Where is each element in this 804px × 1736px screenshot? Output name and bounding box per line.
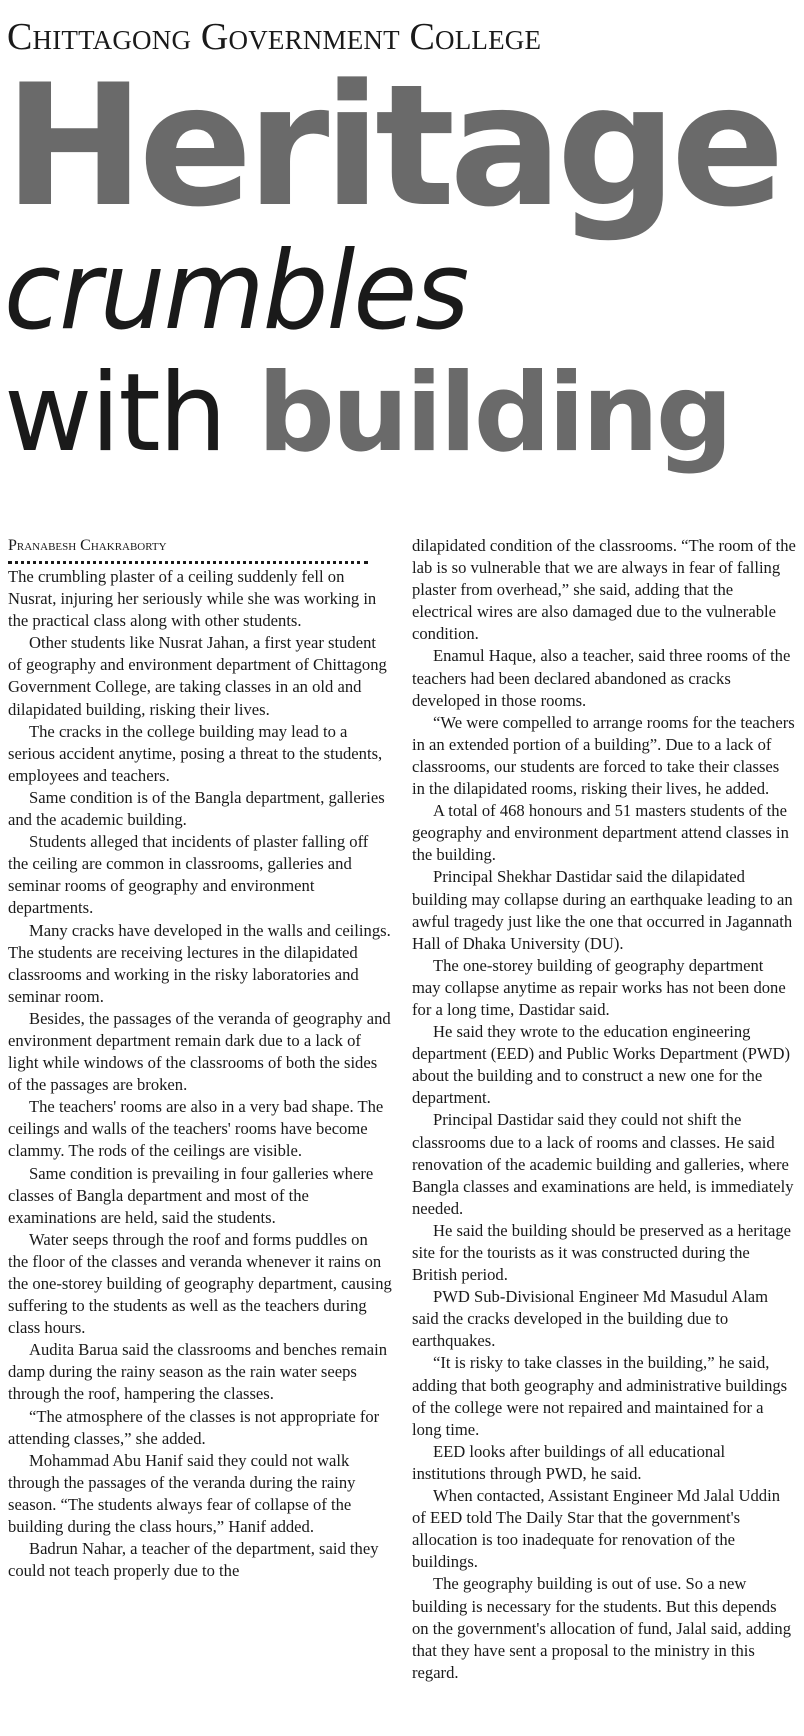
paragraph: Principal Dastidar said they could not shift the classrooms due to a lack of rooms and classes. He said renovation of the academic building and galleries, where Bangla classes and examinations are held, is immediately needed.: [412, 1110, 794, 1218]
paragraph: Same condition is prevailing in four galleries where classes of Bangla department and most of the examinations are held, said the students.: [8, 1163, 374, 1227]
paragraph: Enamul Haque, also a teacher, said three rooms of the teachers had been declared abandoned as cracks developed in those rooms.: [412, 646, 791, 710]
paragraph: “It is risky to take classes in the building,” he said, adding that both geography and administrative buildings of the college were not repaired and maintained for a long time.: [412, 1353, 788, 1439]
paragraph: The crumbling plaster of a ceiling suddenly fell on Nusrat, injuring her seriously while she was working in the practical class along with other students.: [8, 567, 377, 631]
headline-line-2: crumbles: [4, 229, 468, 354]
paragraph: “The atmosphere of the classes is not appropriate for attending classes,” she added.: [8, 1406, 380, 1448]
paragraph: Audita Barua said the classrooms and benches remain damp during the rainy season as the rain water seeps through the roof, hampering the classes.: [8, 1340, 388, 1404]
paragraph: He said the building should be preserved as a heritage site for the tourists as it was constructed during the British period.: [412, 1220, 792, 1285]
paragraph: Same condition is of the Bangla department, galleries and the academic building.: [8, 787, 385, 830]
paragraph: He said they wrote to the education engineering department (EED) and Public Works Department (PWD) about the building and to construct a new one for the department.: [412, 1022, 791, 1108]
paragraph: When contacted, Assistant Engineer Md Jalal Uddin of EED told The Daily Star that the government's allocation is too inadequate for renovation of the buildings.: [412, 1486, 781, 1572]
headline-line-3: [4, 351, 731, 476]
section-kicker: Chittagong Government College: [7, 16, 542, 58]
paragraph: dilapidated condition of the classrooms. “The room of the lab is so vulnerable that we are always in fear of falling plaster from overhead,” she said, adding that the electrical wires are also damaged due to the vulnerable condition.: [412, 536, 796, 644]
headline-line-3-bold: building: [257, 351, 731, 476]
paragraph: Mohammad Abu Hanif said they could not walk through the passages of the veranda during the rainy season. “The students always fear of collapse of the building during the class hours,” Hanif added.: [8, 1450, 356, 1537]
paragraph: Many cracks have developed in the walls and ceilings. The students are receiving lectures in the dilapidated classrooms and working in the risky laboratories and seminar room.: [8, 920, 391, 1006]
paragraph: “We were compelled to arrange rooms for the teachers in an extended portion of a building”. Due to a lack of classrooms, our students are forced to take their classes in the dilapidated rooms, risking their lives, he added.: [412, 712, 795, 799]
paragraph: Water seeps through the roof and forms puddles on the floor of the classes and veranda whenever it rains on the one-storey building of geography department, causing suffering to the students as well as the teachers during class hours.: [8, 1229, 392, 1338]
headline-line-3-light: with: [4, 351, 226, 476]
paragraph: Principal Shekhar Dastidar said the dilapidated building may collapse during an earthquake leading to an awful tragedy just like the one that occurred in Jagannath Hall of Dhaka University (DU).: [412, 867, 793, 953]
article-column-right: [412, 535, 796, 1731]
paragraph: The geography building is out of use. So a new building is necessary for the students. But this depends on the government's allocation of fund, Jalal said, adding that they have sent a proposal to the ministry in this regard.: [412, 1574, 792, 1682]
headline-line-1: Heritage: [4, 48, 779, 244]
paragraph: EED looks after buildings of all educational institutions through PWD, he said.: [412, 1441, 726, 1483]
paragraph: The teachers' rooms are also in a very bad shape. The ceilings and walls of the teachers' rooms have become clammy. The rods of the ceilings are visible.: [8, 1097, 384, 1161]
article-body: [8, 535, 796, 1731]
paragraph: PWD Sub-Divisional Engineer Md Masudul Alam said the cracks developed in the building due to earthquakes.: [412, 1287, 769, 1351]
paragraph: The cracks in the college building may lead to a serious accident anytime, posing a threat to the students, employees and teachers.: [8, 721, 383, 785]
byline-divider: [8, 561, 368, 564]
paragraph: Students alleged that incidents of plaster falling off the ceiling are common in classrooms, galleries and seminar rooms of geography and environment departments.: [8, 832, 369, 918]
byline: Pranabesh Chakraborty: [8, 537, 167, 554]
paragraph: Badrun Nahar, a teacher of the department, said they could not teach properly due to the: [8, 1539, 379, 1581]
paragraph: A total of 468 honours and 51 masters students of the geography and environment department attend classes in the building.: [412, 801, 789, 865]
article-column-left: [8, 535, 392, 1731]
paragraph: Other students like Nusrat Jahan, a first year student of geography and environment department of Chittagong Government College, are taking classes in an old and dilapidated building, risking their lives.: [8, 633, 387, 719]
paragraph: Besides, the passages of the veranda of geography and environment department remain dark due to a lack of light while windows of the classrooms of both the sides of the passages are broken.: [8, 1008, 391, 1095]
paragraph: The one-storey building of geography department may collapse anytime as repair works has not been done for a long time, Dastidar said.: [412, 955, 786, 1019]
